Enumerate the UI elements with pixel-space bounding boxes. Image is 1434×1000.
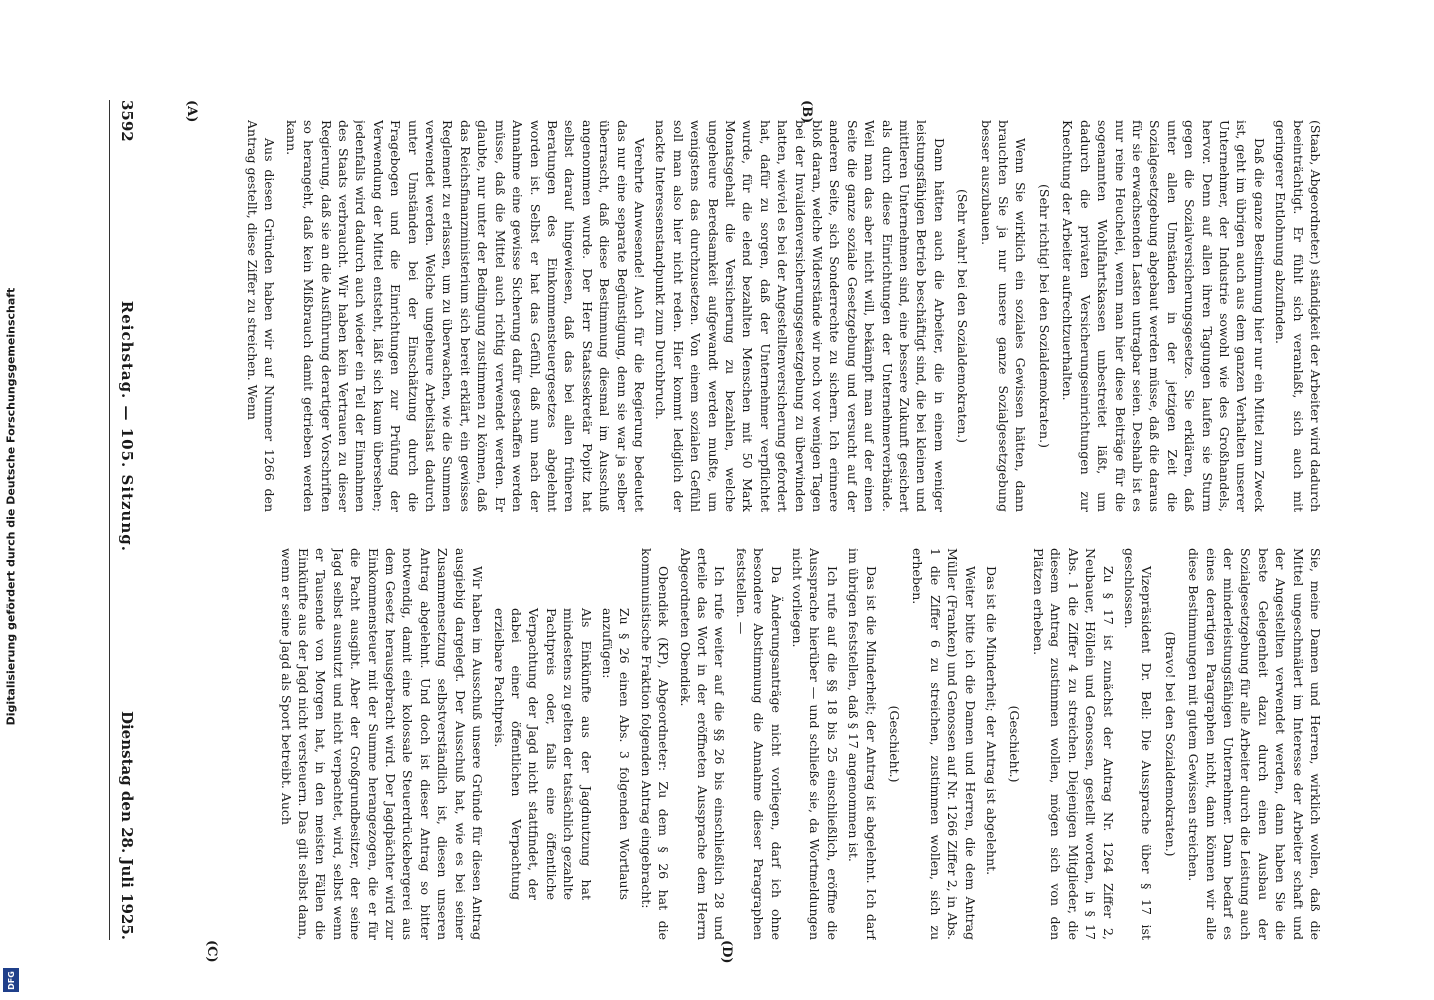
- credit-text: Digitalisierung gefördert durch die Deutsche Forschungsgemeinschaft: [4, 287, 18, 726]
- paragraph: Da Änderungsanträge nicht vorliegen, darf ich ohne besondere Abstimmung die Annahme dieser Paragraphen feststellen. —: [733, 548, 784, 940]
- dfg-logo-icon: DFG: [3, 968, 19, 992]
- interjection: (Sehr wahr! bei den Sozialdemokraten.): [955, 188, 971, 444]
- interjection: (Geschieht.): [1007, 705, 1023, 783]
- margin-marker-c: (C): [204, 940, 219, 963]
- paragraph: Obendiek (KP), Abgeordneter: Zu dem § 26 hat die kommunistische Fraktion folgenden Antrag eingebracht:: [638, 548, 672, 940]
- paragraph: Verehrte Anwesende! Auch für die Regierung bedeutet das nur eine separate Begünstigung, denn sie war ja selber überrascht, daß diese Bestimmung diesmal im Ausschuß angenommen wurde. Der Herr Staatssekretär Popitz hat selbst darauf hingewiesen, daß das bei allen früheren Beratungen des Einkommensteuergesetzes abgelehnt worden ist. Selbst er hat das Gefühl, daß nun nach der Annahme eine gewisse Sicherung dafür geschaffen werden müsse, daß die Mittel auch richtig verwendet werden. Er glaubte, nur unter der Bedingung zustimmen zu können, daß das Reichsfinanzministerium sich bereit erklärt, ein gewisses Reglement zu erlassen, um zu überwachen, wie die Summen verwendet werden. Welche ungeheure Arbeitslast dadurch unter Umständen bei der Einschätzung durch die Fragebogen und die Einrichtungen zur Prüfung der Verwendung der Mittel entsteht, läßt sich kaum übersehen; jedenfalls wird dadurch auch wieder ein Teil der Einnahmen des Staats verbraucht. Wir haben kein Vertrauen zu dieser Regierung, daß sie an die Ausführung derartiger Vorschriften so herangeht, daß kein Mißbrauch damit getrieben werden kann.: [283, 120, 647, 512]
- left-column: [154, 120, 1324, 512]
- interjection: (Bravo! bei den Sozialdemokraten.): [1162, 631, 1178, 857]
- margin-marker-a: (A): [184, 100, 199, 123]
- paragraph: Vizepräsident Dr. Bell: Die Aussprache über § 17 ist geschlossen.: [1121, 548, 1155, 940]
- paragraph: Zu § 17 ist zunächst der Antrag Nr. 1264 Ziffer 2, Neubauer, Höllein und Genossen, gestellt worden, in § 17 Abs. 1 die Ziffer 4 zu streichen. Diejenigen Mitglieder, die diesem Antrag zustimmen wollen, mögen sich von den Plätzen erheben.: [1030, 548, 1116, 940]
- paragraph: Dann hätten auch die Arbeiter, die in einem weniger leistungsfähigen Betrieb beschäftigt sind, die bei kleinen und mittleren Unternehmen sind, eine bessere Zukunft gesichert als durch diese Einrichtungen der Unternehmerverbände. Weil man das aber nicht will, bekämpft man auf der einen Seite die ganze soziale Gesetzgebung und versucht auf der anderen Seite, sich Sonderrechte zu sichern. Ich erinnere bloß daran, welche Widerstände wir noch vor wenigen Tagen bei der Invalidenversicherungsgesetzgebung zu überwinden hatten, wieviel es bei der Angestelltenversicherung gefordert hat, dafür zu sorgen, daß der Unternehmer verpflichtet wurde, für die elend bezahlten Menschen mit 50 Mark Monatsgehalt die Versicherung zu bezahlen, welche ungeheure Beredsamkeit aufgewandt werden mußte, um wenigstens das durchzusetzen. Von einem sozialen Gefühl soll man also hier nicht reden. Hier kommt lediglich der nackte Interessenstandpunkt zum Durchbruch.: [653, 120, 947, 512]
- paragraph: Sie, meine Damen und Herren, wirklich wollen, daß die Mittel ungeschmälert im Interesse der Arbeiter schaft und der Angestellten verwendet werden, dann haben Sie die beste Gelegenheit dazu durch einen Ausbau der Sozialgesetzgebung für alle Arbeiter durch die Leistung auch der minderleistungsfähigen Unternehmer. Dann bedarf es eines derartigen Paragraphen nicht, dann können wir alle diese Bestimmungen mit gutem Gewissen streichen.: [1186, 548, 1323, 940]
- paragraph: (Staab, Abgeordneter.) ständigkeit der Arbeiter wird dadurch beeinträchtigt. Er fühlt sich veranlaßt, sich auch mit geringerer Entlohnung abzufinden.: [1273, 120, 1323, 512]
- margin-marker-b: (B): [799, 100, 814, 124]
- page-header: [109, 100, 144, 940]
- page-number: 3592: [118, 100, 136, 142]
- quote-intro: Zu § 26 einen Abs. 3 folgenden Wortlauts anzufügen:: [599, 608, 633, 900]
- paragraph: Ich rufe weiter auf die §§ 26 bis einschließlich 28 und erteile das Wort in der eröffneten Aussprache dem Herrn Abgeordneten Obendiek.: [677, 548, 728, 940]
- right-column: [154, 548, 1324, 940]
- paragraph: Das ist die Minderheit; der Antrag ist abgelehnt. Ich darf im übrigen feststellen, daß § 17 angenommen ist.: [846, 548, 879, 940]
- paragraph: Weiter bitte ich die Damen und Herren, die dem Antrag Müller (Franken) und Genossen auf Nr. 1266 Ziffer 2, in Abs. 1 die Ziffer 6 zu streichen, zustimmen wollen, sich zu erheben.: [910, 548, 978, 940]
- credit-strip: [0, 0, 22, 1000]
- rotated-sheet: [28, 0, 1434, 1000]
- paragraph: Daß die ganze Bestimmung hier nur ein Mittel zum Zweck ist, geht im übrigen auch aus dem ganzen Verhalten unserer Unternehmer, der Industrie sowohl wie des Großhandels, hervor. Denn auf allen ihren Tagungen laufen sie Sturm gegen die Sozialversicherungsgesetze. Sie erklären, daß unter allen Umständen in der jetzigen Zeit die Sozialgesetzgebung abgebaut werden müsse, daß die daraus für sie erwachsenden Lasten untragbar seien. Deshalb ist es nur reine Heuchelei, wenn man hier diese Beiträge für die sogenannten Wohlfahrtskassen unbestreitet läßt, um dadurch die privaten Versicherungseinrichtungen zur Knechtung der Arbeiter aufrechtzuerhalten.: [1060, 120, 1267, 512]
- session-date: Dienstag den 28. Juli 1925.: [118, 710, 136, 940]
- paragraph: Ich rufe auf die §§ 18 bis 25 einschließlich, eröffne die Aussprache hierüber — und schließe sie, da Wortmeldungen nicht vorliegen.: [790, 548, 840, 940]
- paragraph: Wir haben im Ausschuß unsere Gründe für diesen Antrag ausgiebig dargelegt. Der Ausschuß hat, wie es bei seiner Zusammensetzung selbstverständlich ist, diesen unseren Antrag abgelehnt. Und doch ist dieser Antrag so bitter notwendig, damit eine kolossale Steuerdrückebergerei aus dem Gesetz herausgebracht wird. Der Jagdpächter wird zur Einkommensteuer mit der Summe herangezogen, die er für die Pacht ausgibt. Aber der Großgrundbesitzer, der seine Jagd selbst ausnutzt und nicht verpachtet, wird, selbst wenn er Tausende von Morgen hat, in den meisten Fällen die Einkünfte aus der Jagd nicht versteuern. Das gilt selbst dann, wenn er seine Jagd als Sport betreibt. Auch: [278, 548, 486, 940]
- text-columns: [154, 120, 1324, 940]
- paragraph: Aus diesen Gründen haben wir auf Nummer 1266 den Antrag gestellt, diese Ziffer zu streichen. Wenn: [245, 120, 278, 512]
- quote: Als Einkünfte aus der Jagdnutzung hat mindestens zu gelten der tatsächlich gezahlte Pachtpreis oder, falls eine öffentliche Verpachtung der Jagd nicht stattfindet, der dabei einer öffentlichen Verpachtung erzielbare Pachtpreis.: [491, 608, 594, 900]
- paragraph: Das ist die Minderheit; der Antrag ist abgelehnt.: [984, 566, 1000, 876]
- interjection: (Sehr richtig! bei den Sozialdemokraten.): [1036, 184, 1052, 448]
- paragraph: Wenn Sie wirklich ein soziales Gewissen hätten, dann brauchten Sie ja nur unsere ganze Sozialgesetzgebung besser auszubauen.: [978, 120, 1029, 512]
- session-title: Reichstag. — 105. Sitzung.: [118, 300, 136, 552]
- margin-marker-d: (D): [719, 940, 734, 964]
- interjection: (Geschieht.): [887, 705, 903, 783]
- scanned-page: [28, 0, 1434, 1000]
